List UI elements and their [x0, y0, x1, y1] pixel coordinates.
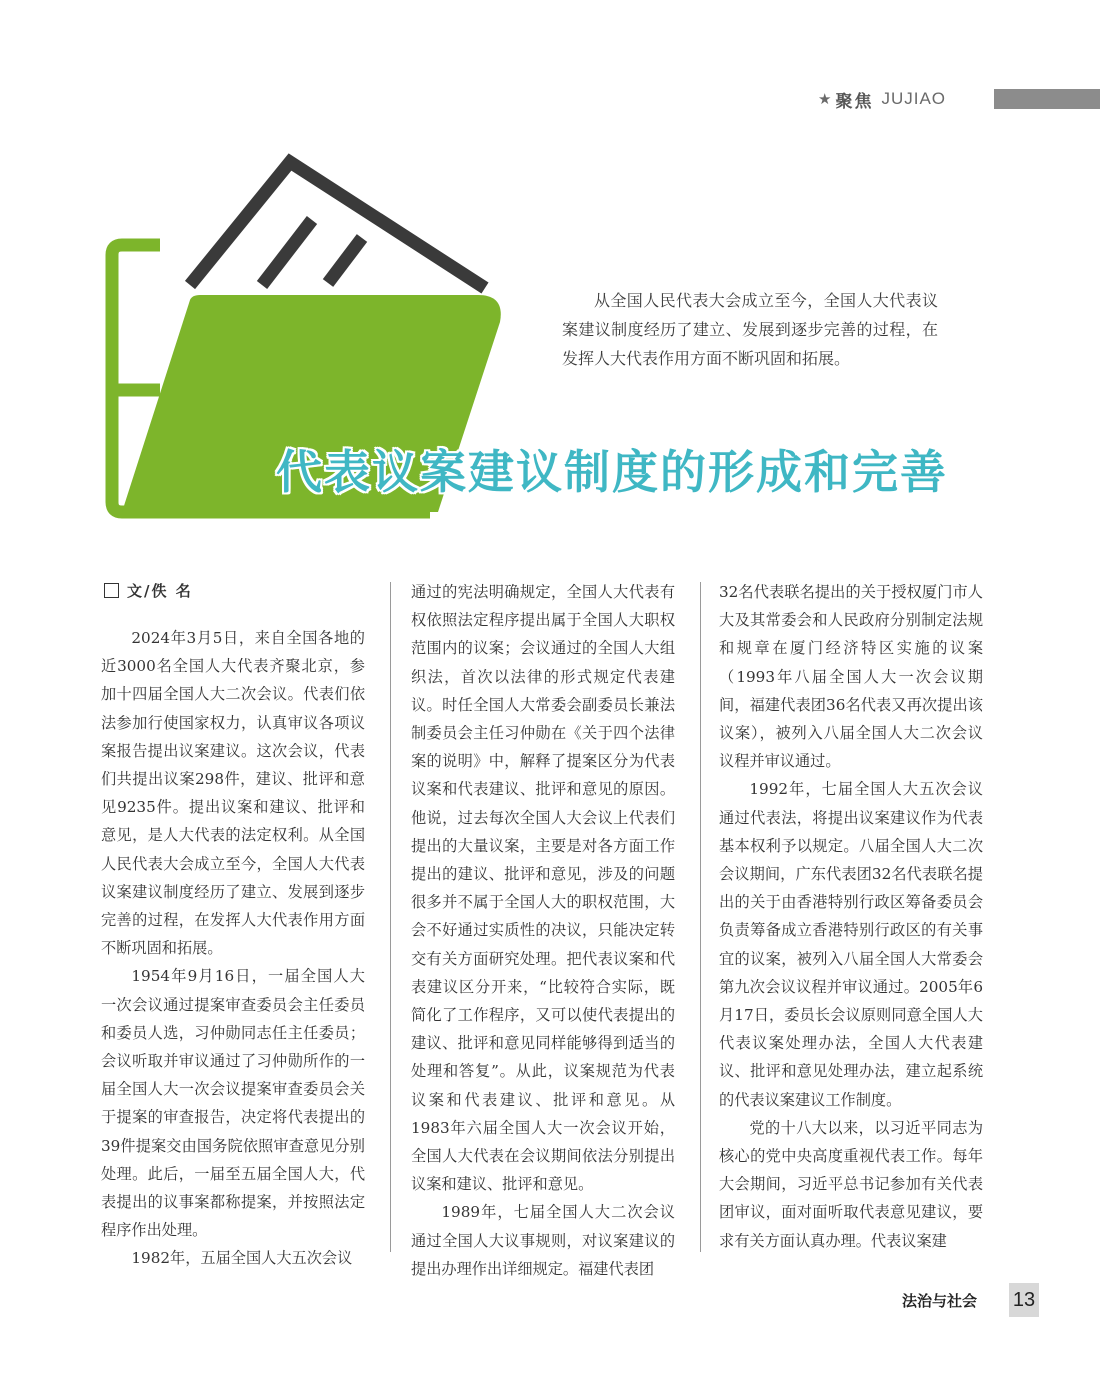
star-icon: ★ [818, 90, 832, 108]
paper-line-1 [262, 220, 312, 285]
column-divider [700, 582, 701, 1252]
publication-name: 法治与社会 [902, 1292, 978, 1310]
paper-line-2 [328, 238, 362, 283]
page-number: 13 [1009, 1283, 1039, 1317]
paragraph: 32名代表联名提出的关于授权厦门市人大及其常委会和人民政府分别制定法规和规章在厦门经济特区实施的议案（1993年八届全国人大一次会议期间，福建代表团36名代表又再次提出该议案），被列入八届全国人大二次会议议程并审议通过。 [719, 583, 983, 771]
paragraph: 党的十八大以来，以习近平同志为核心的党中央高度重视代表工作。每年大会期间，习近平总书记参加有关代表团审议，面对面听取代表意见建议，要求有关方面认真办理。代表议案建 [719, 1118, 983, 1250]
article-title: 代表议案建议制度的形成和完善 [276, 445, 948, 499]
author: 文/佚 名 [127, 582, 193, 600]
column-1 [101, 624, 365, 1273]
column-divider [390, 582, 391, 1252]
column-2 [411, 578, 675, 1283]
square-icon [104, 583, 119, 598]
section-tag [818, 86, 946, 112]
paragraph: 1982年，五届全国人大五次会议 [131, 1249, 353, 1268]
paragraph: 2024年3月5日，来自全国各地的近3000名全国人大代表齐聚北京，参加十四届全国人大二次会议。代表们依法参加行使国家权力，认真审议各项议案报告提出议案建议。这次会议，代表们共提出议案298件，建议、批评和意见9235件。提出议案和建议、批评和意见，是人大代表的法定权利。从全国人民代表大会成立至今，全国人大代表议案建议制度经历了建立、发展到逐步完善的过程，在发挥人大代表作用方面不断巩固和拓展。 [101, 629, 365, 958]
paragraph: 通过的宪法明确规定，全国人大代表有权依照法定程序提出属于全国人大职权范围内的议案；会议通过的全国人大组织法，首次以法律的形式规定代表建议。时任全国人大常委会副委员长兼法制委员会主任习仲勋在《关于四个法律案的说明》中，解释了提案区分为代表议案和代表建议、批评和意见的原因。他说，过去每次全国人大会议上代表们提出的大量议案，主要是对各方面工作提出的建议、批评和意见，涉及的问题很多并不属于全国人大的职权范围，大会不好通过实质性的决议，只能决定转交有关方面研究处理。把代表议案和代表建议区分开来，“比较符合实际，既简化了工作程序，又可以使代表提出的建议、批评和意见同样能够得到适当的处理和答复”。从此，议案规范为代表议案和代表建议、批评和意见。从1983年六届全国人大一次会议开始，全国人大代表在会议期间依法分别提出议案和建议、批评和意见。 [411, 583, 675, 1194]
section-name-pinyin: JUJIAO [881, 89, 947, 108]
column-3 [719, 578, 983, 1255]
paragraph: 1992年，七届全国人大五次会议通过代表法，将提出议案建议作为代表基本权利予以规定。八届全国人大二次会议期间，广东代表团32名代表联名提出的关于由香港特别行政区筹备委员会负责筹备成立香港特别行政区的有关事宜的议案，被列入八届全国人大常委会第九次会议议程并审议通过。2005年6月17日，委员长会议原则同意全国人大代表议案处理办法，全国人大代表建议、批评和意见处理办法，建立起系统的代表议案建议工作制度。 [719, 780, 983, 1109]
paragraph: 1989年，七届全国人大二次会议通过全国人大议事规则，对议案建议的提出办理作出详细规定。福建代表团 [411, 1203, 675, 1278]
lead-paragraph: 从全国人民代表大会成立至今，全国人大代表议案建议制度经历了建立、发展到逐步完善的过程，在发挥人大代表作用方面不断巩固和拓展。 [562, 291, 938, 368]
paragraph: 1954年9月16日，一届全国人大一次会议通过提案审查委员会主任委员和委员人选，习仲勋同志任主任委员；会议听取并审议通过了习仲勋所作的一届全国人大一次会议提案审查委员会关于提案的审查报告，决定将代表提出的39件提案交由国务院依照审查意见分别处理。此后，一届至五届全国人大，代表提出的议事案都称提案，并按照法定程序作出处理。 [101, 967, 365, 1240]
section-bar [994, 89, 1100, 109]
byline [104, 580, 193, 601]
section-name: 聚焦 [835, 91, 874, 112]
